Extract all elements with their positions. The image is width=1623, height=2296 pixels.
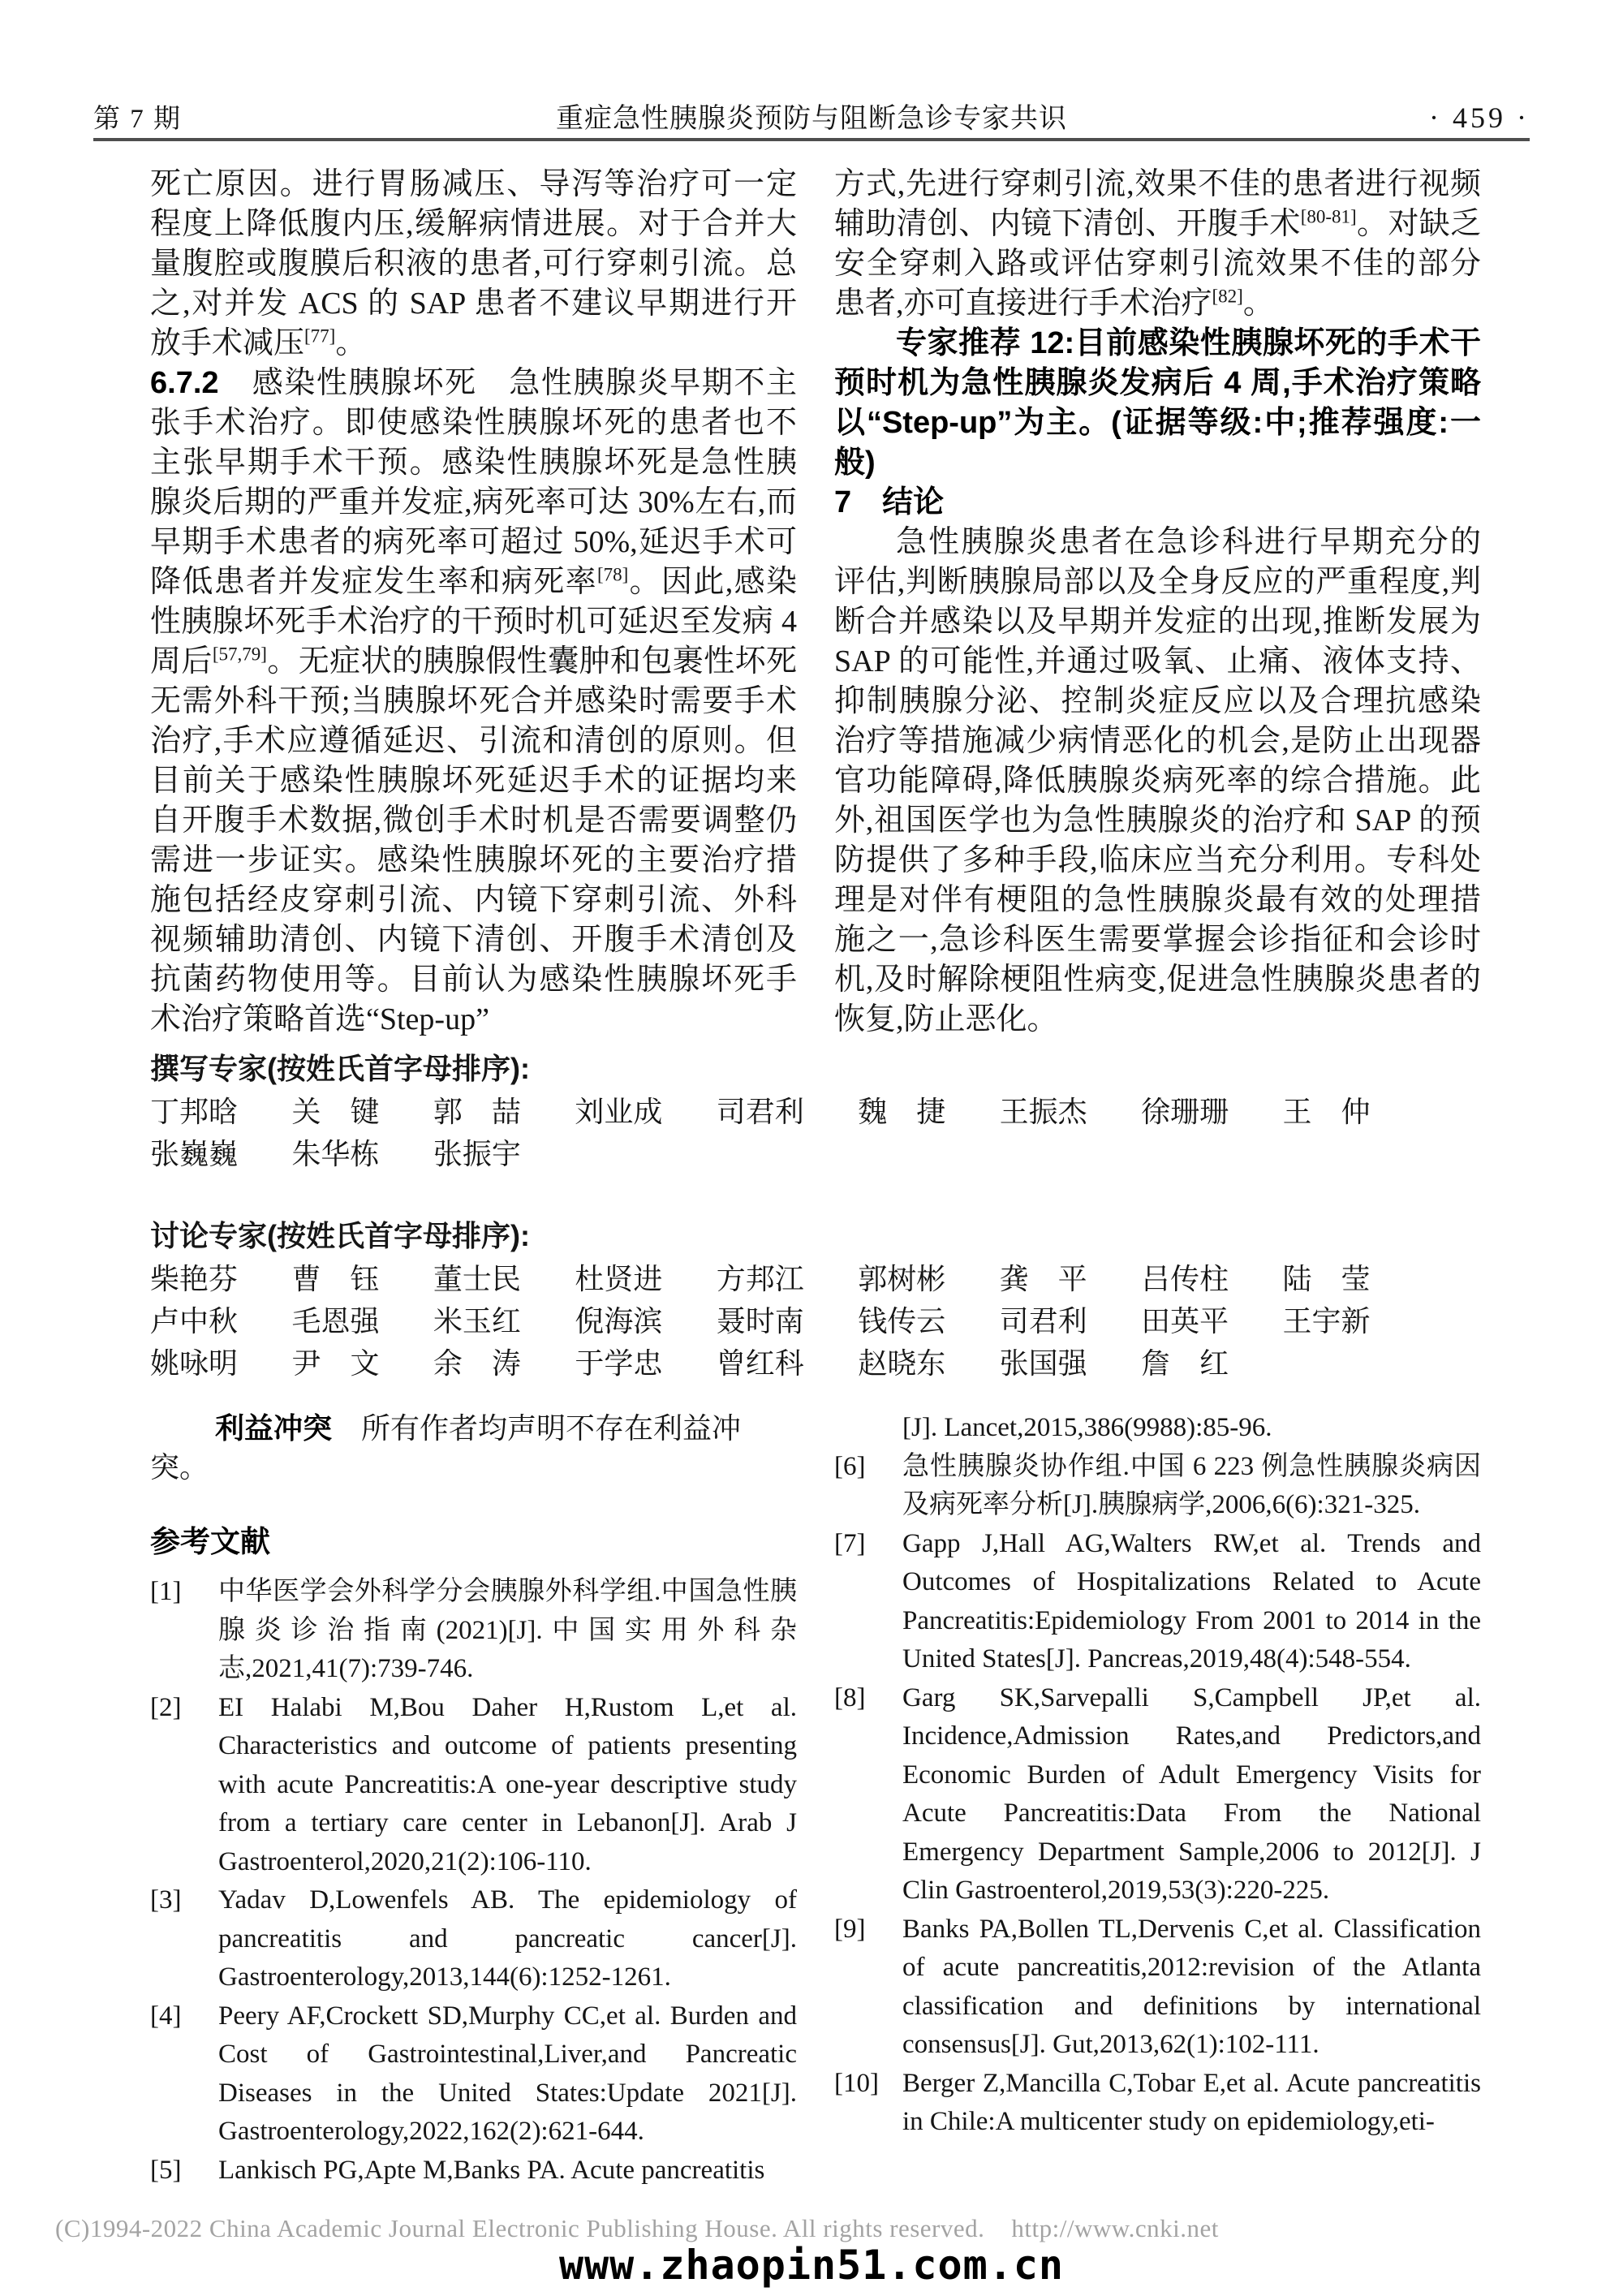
- reference-number: [9]: [834, 1914, 866, 1944]
- expert-name: 方邦江: [716, 1263, 804, 1295]
- page-header: [93, 96, 1530, 136]
- expert-name: 毛恩强: [291, 1305, 380, 1338]
- text-segment: 利益冲突: [215, 1411, 333, 1445]
- reference-text: [218, 1573, 797, 1689]
- expert-name: 于学忠: [575, 1347, 663, 1380]
- issue-number: 第 7 期: [93, 105, 182, 134]
- reference-text: [218, 2152, 797, 2190]
- reference-number: [5]: [150, 2155, 182, 2185]
- spacer: [150, 1175, 1473, 1216]
- reference-text: [218, 1689, 797, 1882]
- reference-item: [834, 1910, 1481, 2065]
- expert-name: 丁邦晗: [150, 1096, 239, 1128]
- reference-text: [902, 1679, 1481, 1910]
- reference-text: [902, 1448, 1481, 1525]
- expert-name: 关 键: [291, 1096, 380, 1128]
- header-rule: [93, 138, 1530, 141]
- experts-section: [150, 1049, 1473, 1385]
- reference-item: [150, 1997, 797, 2152]
- paragraph: [150, 1409, 797, 1487]
- running-title: 重症急性胰腺炎预防与阻断急诊专家共识: [556, 104, 1067, 134]
- expert-name: 姚咏明: [150, 1347, 239, 1380]
- expert-name: 刘业成: [575, 1096, 663, 1128]
- discussants-heading: 讨论专家(按姓氏首字母排序):: [150, 1219, 530, 1252]
- expert-name: 詹 红: [1141, 1347, 1229, 1380]
- reference-text: [902, 1910, 1481, 2065]
- paragraph: [150, 364, 797, 1040]
- expert-name-row: [150, 1091, 1424, 1133]
- expert-name: 司君利: [999, 1305, 1087, 1338]
- text-segment: 6.7.2: [150, 366, 219, 400]
- text-segment: Gapp J,Hall AG,Walters RW,et al. Trends and Outcomes of Hospitalizations Related to Acute Pancreatitis:Epidemiology From 2001 to 2014 in the United States[J]. Pancreas,2019,48(4):548-554.: [902, 1528, 1481, 1674]
- expert-name: 张巍巍: [150, 1138, 239, 1170]
- text-segment: 所有作者均声明不存在利益冲突。: [150, 1412, 742, 1484]
- page-number: · 459 ·: [1429, 101, 1530, 134]
- paragraph: [834, 523, 1481, 1040]
- expert-name: 曾红科: [716, 1347, 804, 1380]
- text-segment: 7 结论: [834, 485, 945, 519]
- references-column-left: [150, 1409, 797, 2190]
- reference-number: [1]: [150, 1577, 182, 1606]
- section-heading: [150, 1523, 797, 1562]
- reference-item: [834, 1679, 1481, 1910]
- paragraph: [834, 165, 1481, 324]
- expert-name: 朱华栋: [291, 1138, 380, 1170]
- reference-text: [902, 1525, 1481, 1679]
- expert-name: 陆 莹: [1282, 1263, 1371, 1295]
- expert-name: 赵晓东: [858, 1347, 946, 1380]
- citation-superscript: [77]: [304, 325, 336, 347]
- expert-name: 魏 捷: [858, 1096, 946, 1128]
- text-segment: 。因此,感染性胰腺坏死手术治疗的干预时机可延迟至发病 4 周后: [150, 565, 797, 678]
- reference-item: [150, 1881, 797, 1997]
- text-segment: Banks PA,Bollen TL,Dervenis C,et al. Classification of acute pancreatitis,2012:revision of the Atlanta classification and definitions by international consensus[J]. Gut,2013,62(1):102-111.: [902, 1914, 1481, 2059]
- expert-name: 张振宇: [433, 1138, 521, 1170]
- reference-number: [8]: [834, 1682, 866, 1712]
- references-column-right: [834, 1409, 1481, 2190]
- reference-text: [902, 2065, 1481, 2142]
- expert-name: 董士民: [433, 1263, 521, 1295]
- text-segment: Yadav D,Lowenfels AB. The epidemiology of pancreatitis and pancreatic cancer[J]. Gastroenterology,2013,144(6):1252-1261.: [218, 1885, 797, 1992]
- expert-name: 余 涛: [433, 1347, 521, 1380]
- paragraph: [834, 324, 1481, 483]
- reference-number: [6]: [834, 1451, 866, 1481]
- text-segment: 死亡原因。进行胃肠减压、导泻等治疗可一定程度上降低腹内压,缓解病情进展。对于合并大量腹腔或腹膜后积液的患者,可行穿刺引流。总之,对并发 ACS 的 SAP 患者不建议早期进行开放手术减压: [150, 167, 797, 360]
- expert-name: 司君利: [716, 1096, 804, 1128]
- site-watermark: www.zhaopin51.com.cn: [558, 2242, 1065, 2289]
- reference-item: [834, 1448, 1481, 1525]
- reference-item: [834, 1525, 1481, 1679]
- expert-name: 杜贤进: [575, 1263, 663, 1295]
- expert-name-row: [150, 1342, 1424, 1385]
- expert-name: 倪海滨: [575, 1305, 663, 1338]
- text-segment: 。: [335, 326, 367, 360]
- text-segment: 中华医学会外科学分会胰腺外科学组.中国急性胰腺炎诊治指南(2021)[J].中国实用外科杂志,2021,41(7):739-746.: [218, 1577, 797, 1683]
- expert-name: 王振杰: [999, 1096, 1087, 1128]
- article-body: [150, 165, 1481, 1040]
- expert-name: 郭树彬: [858, 1263, 946, 1295]
- reference-number: [7]: [834, 1528, 866, 1558]
- expert-name-row: [150, 1133, 1424, 1175]
- text-segment: [J]. Lancet,2015,386(9988):85-96.: [902, 1413, 1272, 1442]
- expert-name: 米玉红: [433, 1305, 521, 1338]
- reference-item: [834, 2065, 1481, 2142]
- body-column-left: [150, 165, 797, 1040]
- reference-text: [218, 1881, 797, 1997]
- expert-name: 柴艳芬: [150, 1263, 239, 1295]
- text-segment: 专家推荐 12:目前感染性胰腺坏死的手术干预时机为急性胰腺炎发病后 4 周,手术治疗策略以“Step-up”为主。(证据等级:中;推荐强度:一般): [834, 326, 1481, 480]
- citation-superscript: [80-81]: [1300, 206, 1357, 227]
- citation-superscript: [78]: [597, 564, 629, 585]
- expert-name-row: [150, 1300, 1424, 1342]
- authors-list: [150, 1091, 1473, 1175]
- text-segment: Garg SK,Sarvepalli S,Campbell JP,et al. Incidence,Admission Rates,and Predictors,and Economic Burden of Adult Emergency Visits for Acute Pancreatitis:Data From the National Emergency Department Sample,2006 to 2012[J]. J Clin Gastroenterol,2019,53(3):220-225.: [902, 1682, 1481, 1905]
- expert-name: 徐珊珊: [1141, 1096, 1229, 1128]
- expert-name: 吕传柱: [1141, 1263, 1229, 1295]
- reference-number: [10]: [834, 2068, 879, 2098]
- discussants-list: [150, 1258, 1473, 1385]
- reference-text: [218, 1997, 797, 2152]
- references-section: [150, 1409, 1481, 2190]
- authors-heading: 撰写专家(按姓氏首字母排序):: [150, 1052, 530, 1085]
- expert-name: 卢中秋: [150, 1305, 239, 1338]
- expert-name: 田英平: [1141, 1305, 1229, 1338]
- expert-name: 龚 平: [999, 1263, 1087, 1295]
- reference-item: [834, 1409, 1481, 1448]
- text-segment: 急性胰腺炎患者在急诊科进行早期充分的评估,判断胰腺局部以及全身反应的严重程度,判断合并感染以及早期并发症的出现,推断发展为 SAP 的可能性,并通过吸氧、止痛、液体支持、抑制胰腺分泌、控制炎症反应以及合理抗感染治疗等措施减少病情恶化的机会,是防止出现器官功能障碍,降低胰腺炎病死率的综合措施。此外,祖国医学也为急性胰腺炎的治疗和 SAP 的预防提供了多种手段,临床应当充分利用。专科处理是对伴有梗阻的急性胰腺炎最有效的处理措施之一,急诊科医生需要掌握会诊指征和会诊时机,及时解除梗阻性病变,促进急性胰腺炎患者的恢复,防止恶化。: [834, 525, 1481, 1036]
- reference-number: [2]: [150, 1692, 182, 1722]
- text-segment: EI Halabi M,Bou Daher H,Rustom L,et al. Characteristics and outcome of patients presenting with acute Pancreatitis:A one-year descriptive study from a tertiary care center in Lebanon[J]. Arab J Gastroenterol,2020,21(2):106-110.: [218, 1692, 797, 1876]
- text-segment: Berger Z,Mancilla C,Tobar E,et al. Acute pancreatitis in Chile:A multicenter study on epidemiology,eti-: [902, 2068, 1481, 2136]
- citation-superscript: [57,79]: [212, 644, 267, 665]
- expert-name: 尹 文: [291, 1347, 380, 1380]
- text-segment: Peery AF,Crockett SD,Murphy CC,et al. Burden and Cost of Gastrointestinal,Liver,and Pancreatic Diseases in the United States:Update 2021[J]. Gastroenterology,2022,162(2):621-644.: [218, 2001, 797, 2146]
- text-segment: 急性胰腺炎协作组.中国 6 223 例急性胰腺炎病因及病死率分析[J].胰腺病学,2006,6(6):321-325.: [902, 1451, 1481, 1519]
- copyright-notice: (C)1994-2022 China Academic Journal Electronic Publishing House. All rights reserved. http://www.cnki.net: [55, 2214, 1219, 2242]
- citation-superscript: [82]: [1212, 286, 1243, 307]
- text-segment: 参考文献: [150, 1525, 270, 1558]
- text-segment: 。: [1242, 286, 1274, 321]
- text-segment: 。无症状的胰腺假性囊肿和包裹性坏死无需外科干预;当胰腺坏死合并感染时需要手术治疗,手术应遵循延迟、引流和清创的原则。但目前关于感染性胰腺坏死延迟手术的证据均来自开腹手术数据,微创手术时机是否需要调整仍需进一步证实。感染性胰腺坏死的主要治疗措施包括经皮穿刺引流、内镜下穿刺引流、外科视频辅助清创、内镜下清创、开腹手术清创及抗菌药物使用等。目前认为感染性胰腺坏死手术治疗策略首选“Step-up”: [150, 644, 797, 1036]
- reference-number: [3]: [150, 1885, 182, 1915]
- expert-name: 张国强: [999, 1347, 1087, 1380]
- expert-name: 曹 钰: [291, 1263, 380, 1295]
- reference-number: [834, 1409, 902, 1448]
- reference-text: [902, 1409, 1481, 1448]
- text-segment: 方式,先进行穿刺引流,效果不佳的患者进行视频辅助清创、内镜下清创、开腹手术: [834, 167, 1481, 241]
- body-column-right: [834, 165, 1481, 1040]
- reference-item: [150, 2152, 797, 2190]
- expert-name: 聂时南: [716, 1305, 804, 1338]
- expert-name: 王 仲: [1282, 1096, 1371, 1128]
- reference-number: [4]: [150, 2001, 182, 2031]
- reference-item: [150, 1573, 797, 1689]
- expert-name: 钱传云: [858, 1305, 946, 1338]
- expert-name: 郭 喆: [433, 1096, 521, 1128]
- expert-name-row: [150, 1258, 1424, 1300]
- text-segment: 。对缺乏安全穿刺入路或评估穿刺引流效果不佳的部分患者,亦可直接进行手术治疗: [834, 207, 1481, 321]
- text-segment: Lankisch PG,Apte M,Banks PA. Acute pancreatitis: [218, 2155, 765, 2185]
- paragraph: [150, 165, 797, 364]
- text-segment: 感染性胰腺坏死 急性胰腺炎早期不主张手术治疗。即使感染性胰腺坏死的患者也不主张早期手术干预。感染性胰腺坏死是急性胰腺炎后期的严重并发症,病死率可达 30%左右,而早期手术患者的病死率可超过 50%,延迟手术可降低患者并发症发生率和病死率: [150, 366, 797, 599]
- expert-name: 王宇新: [1282, 1305, 1371, 1338]
- reference-item: [150, 1689, 797, 1882]
- section-heading: [834, 483, 1481, 523]
